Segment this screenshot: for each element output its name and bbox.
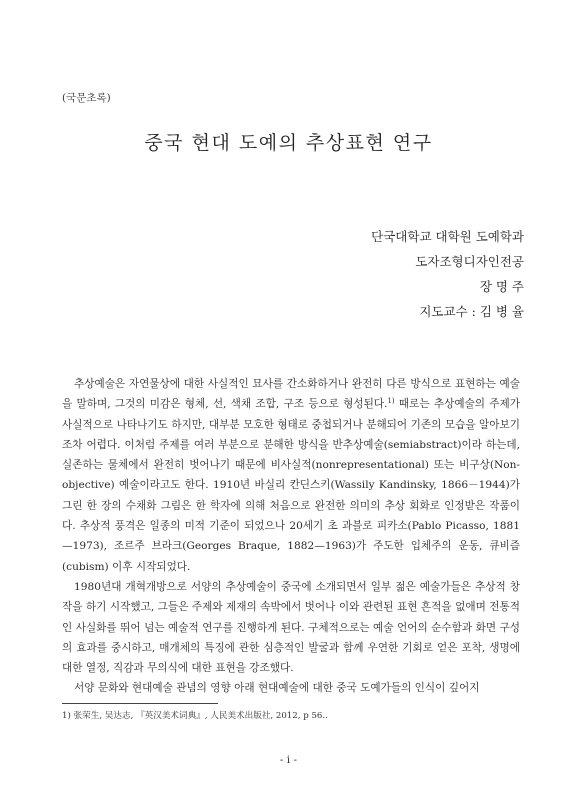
footnote-marker: 1)	[387, 397, 395, 406]
footnote-divider	[62, 703, 218, 704]
paragraph-text: 때로는 추상예술의 주제가 사실적으로 나타나기도 하지만, 대부분 모호한 형태로 중첩되거나 분해되어 기존의 모습을 알아보기조차 어렵다. 이처럼 주제를 여러 부분으로 분해한 방식을 반추상예술(semiabstract)이라 하는데, 실존하는 물체에서 완전히 벗어나기 때문에 비사실적(nonrepresentational) 또는 비구상(Non-objective) 예술이라고도 한다. 1910년 바실리 칸딘스키(Wassily Kandinsky, 1866－1944)가 그린 한 장의 수채화 그림은 한 학자에 의해 처음으로 완전한 의미의 추상 회화로 인정받은 작품이다. 추상적 풍격은 일종의 미적 기준이 되었으나 20세기 초 과블로 피카소(Pablo Picasso, 1881—1973), 조르주 브라크(Georges Braque, 1882—1963)가 주도한 입체주의 운동, 큐비즘(cubism) 이후 시작되었다.	[62, 398, 520, 573]
major: 도자조형디자인전공	[415, 254, 524, 269]
abstract-label: (국문초록)	[62, 92, 111, 104]
paragraph	[62, 374, 520, 577]
author-name: 장 명 주	[479, 279, 524, 294]
paragraph-text: 서양 문화와 현대예술 관념의 영향 아래 현대예술에 대한 중국 도예가들의 인식이 깊어지	[74, 682, 480, 695]
paragraph	[62, 577, 520, 678]
paragraph	[62, 678, 520, 698]
paragraph-text: 1980년대 개혁개방으로 서양의 추상예술이 중국에 소개되면서 일부 젊은 예술가들은 추상적 창작을 하기 시작했고, 그들은 주제와 제재의 속박에서 벗어나 이와 관련된 표현 흔적을 없애며 전통적인 사실화를 뛰어 넘는 예술적 연구를 진행하게 된다. 구체적으로는 예술 언어의 순수함과 화면 구성의 효과를 중시하고, 매개체의 특징에 관한 심층적인 발굴과 함께 우연한 기회로 얻은 포착, 생명에 대한 열정, 직감과 무의식에 대한 표현을 강조했다.	[62, 580, 520, 675]
footnote: 1) 张荣生, 吴达志, 『英汉美术词典』, 人民美术出版社, 2012, p 56..	[62, 711, 328, 721]
abstract-body	[62, 374, 520, 699]
university-department: 단국대학교 대학원 도예학과	[371, 229, 524, 244]
author-block	[371, 224, 524, 324]
advisor: 지도교수 : 김 병 율	[419, 304, 524, 319]
thesis-title: 중국 현대 도예의 추상표현 연구	[144, 132, 433, 154]
paragraph-text: 추상예술은 자연물상에 대한 사실적인 묘사를 간소화하거나 완전히 다른 방식으로 표현하는 예술을 말하며, 그것의 미감은 형체, 선, 색채 조합, 구조 등으로 형성된다.	[62, 378, 520, 411]
page-number: - i -	[279, 754, 298, 766]
